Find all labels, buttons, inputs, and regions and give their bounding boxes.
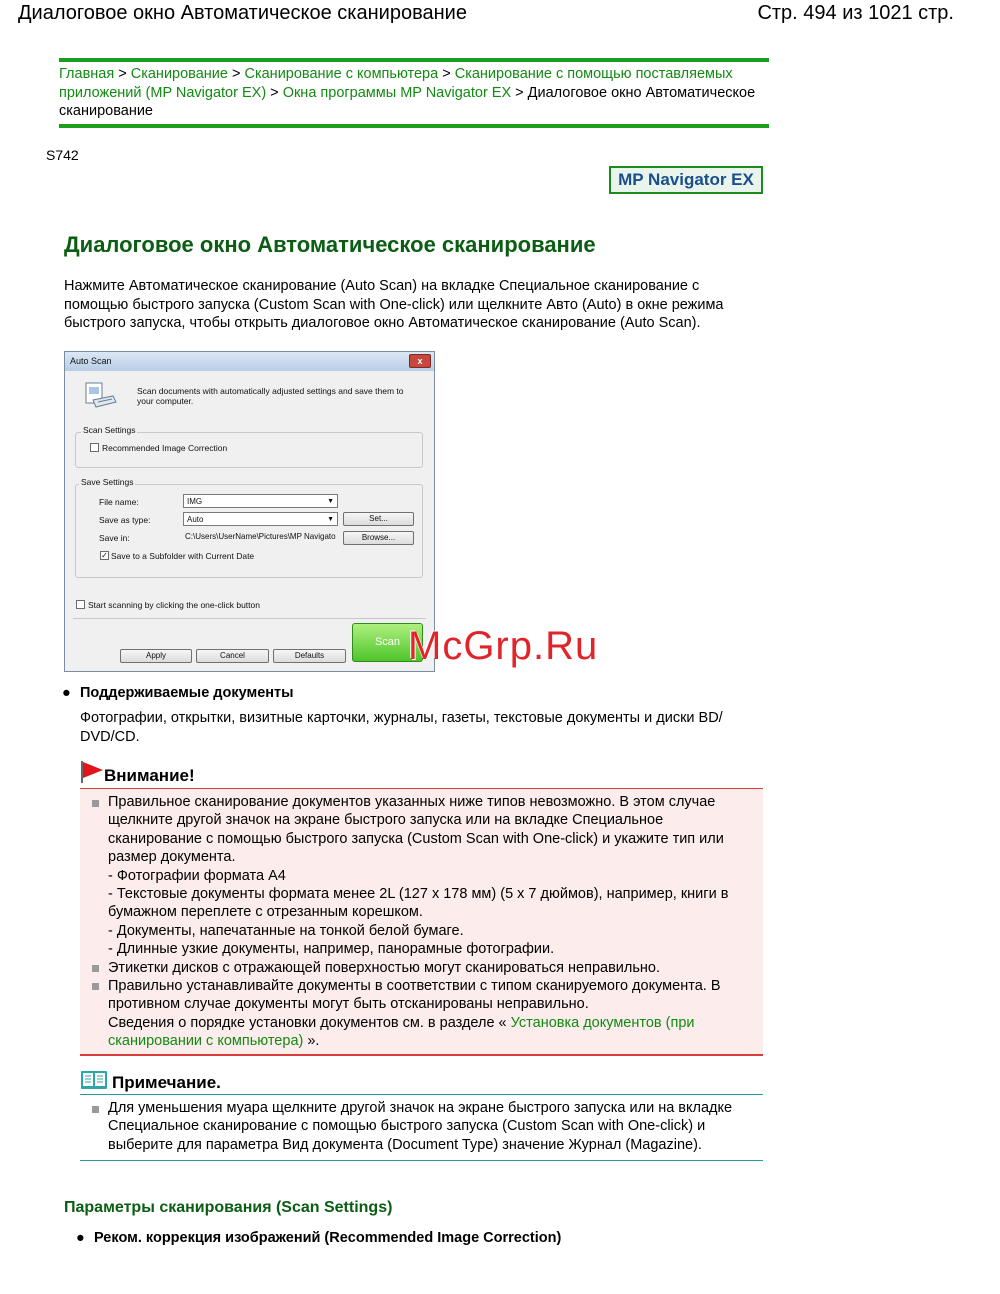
attention-body — [80, 789, 763, 1056]
book-icon — [80, 1070, 108, 1090]
top-divider — [59, 58, 769, 62]
recommended-correction-label: Recommended Image Correction — [102, 443, 228, 453]
breadcrumb-separator: > — [438, 66, 455, 82]
cancel-button[interactable]: Cancel — [196, 649, 269, 663]
set-button[interactable]: Set... — [343, 512, 414, 526]
recommended-correction-checkbox[interactable] — [90, 443, 99, 452]
scanner-document-icon — [83, 382, 117, 410]
product-badge: MP Navigator EX — [609, 166, 763, 194]
dialog-title: Auto Scan — [70, 356, 112, 366]
page-title: Диалоговое окно Автоматическое сканирование — [64, 232, 596, 257]
breadcrumb-link-scanning[interactable]: Сканирование — [130, 66, 228, 82]
attention-item-3: Правильно устанавливайте документы в соответствии с типом сканируемого документа. В противном случае документы могут быть отсканированы неправильно. Сведения о порядке установки документов см. в разделе « Установка документов (при сканировании с компьютера) ». — [108, 978, 721, 1050]
setting-documents-link[interactable]: Установка документов (при — [510, 1014, 695, 1031]
supported-text: Фотографии, открытки, визитные карточки, журналы, газеты, текстовые документы и диски BD/ DVD/CD. — [80, 710, 723, 745]
recommended-correction-heading: Реком. коррекция изображений (Recommended Image Correction) — [94, 1230, 562, 1246]
dialog-description: Scan documents with automatically adjusted settings and save them to your computer. — [137, 386, 404, 406]
breadcrumb-separator: > — [511, 84, 528, 101]
browse-button[interactable]: Browse... — [343, 531, 414, 545]
defaults-button[interactable]: Defaults — [273, 649, 346, 663]
close-icon[interactable]: x — [409, 354, 431, 368]
save-in-label: Save in: — [99, 533, 130, 543]
page-code: S742 — [46, 147, 79, 163]
flag-icon — [80, 760, 104, 784]
document-title: Диалоговое окно Автоматическое сканирование — [18, 2, 467, 24]
breadcrumb — [59, 65, 769, 121]
breadcrumb-link-mp-navigator-windows[interactable]: Окна программы MP Navigator EX — [282, 84, 512, 101]
list-square-icon — [92, 1106, 99, 1113]
apply-button[interactable]: Apply — [120, 649, 192, 663]
breadcrumb-link-bundled-apps[interactable]: Сканирование с помощью поставляемых приложений (MP Navigator EX) — [59, 66, 733, 101]
subfolder-checkbox[interactable]: ✓ — [101, 551, 108, 560]
bullet-dot: ● — [62, 685, 71, 701]
save-in-path: C:\Users\UserName\Pictures\MP Navigato — [185, 532, 336, 541]
list-square-icon — [92, 965, 99, 972]
breadcrumb-link-scan-from-computer[interactable]: Сканирование с компьютера — [244, 66, 439, 82]
breadcrumb-divider — [59, 124, 769, 128]
start-scanning-checkbox[interactable] — [76, 600, 85, 609]
auto-scan-dialog — [64, 351, 435, 672]
watermark: McGrp.Ru — [408, 624, 599, 668]
save-as-type-label: Save as type: — [99, 515, 151, 525]
start-scanning-label: Start scanning by clicking the one-click button — [88, 600, 260, 610]
scan-button[interactable]: Scan — [352, 623, 423, 662]
dialog-titlebar — [65, 352, 434, 371]
breadcrumb-current: Диалоговое окно Автоматическое сканирование — [59, 84, 756, 119]
chevron-down-icon: ▼ — [327, 498, 334, 505]
note-divider — [80, 1160, 763, 1161]
page-info: Стр. 494 из 1021 стр. — [757, 2, 954, 24]
chevron-down-icon: ▼ — [327, 516, 334, 523]
save-settings-label: Save Settings — [81, 477, 134, 487]
breadcrumb-separator: > — [266, 84, 283, 101]
file-name-value: IMG — [187, 497, 203, 506]
dialog-separator — [73, 618, 426, 619]
attention-heading: Внимание! — [104, 766, 195, 785]
breadcrumb-separator: > — [114, 66, 131, 82]
breadcrumb-separator: > — [227, 66, 245, 82]
attention-item-2: Этикетки дисков с отражающей поверхностью могут сканироваться неправильно. — [108, 960, 660, 976]
scan-settings-label: Scan Settings — [83, 425, 136, 435]
note-header — [80, 1068, 763, 1095]
attention-header — [80, 760, 763, 789]
list-square-icon — [92, 800, 99, 807]
list-square-icon — [92, 983, 99, 990]
bullet-dot: ● — [76, 1230, 85, 1246]
breadcrumb-link-home[interactable]: Главная — [59, 66, 115, 82]
setting-documents-link-cont[interactable]: сканировании с компьютера) — [108, 1033, 304, 1050]
save-as-type-value: Auto — [187, 515, 204, 524]
subfolder-label: Save to a Subfolder with Current Date — [111, 551, 255, 561]
intro-paragraph: Нажмите Автоматическое сканирование (Auto Scan) на вкладке Специальное сканирование с помощью быстрого запуска (Custom Scan with One-click) или щелкните Авто (Auto) в окне режима быстрого запуска, чтобы открыть диалоговое окно Автоматическое сканирование (Auto Scan). — [64, 278, 724, 331]
note-item: Для уменьшения муара щелкните другой значок на экране быстрого запуска или на вкладке Специальное сканирование с помощью быстрого запуска (Custom Scan with One-click) и выберите для параметра Вид документа (Document Type) значение Журнал (Magazine). — [108, 1100, 733, 1153]
attention-item-1: Правильное сканирование документов указанных ниже типов невозможно. В этом случае щелкните другой значок на экране быстрого запуска или на вкладке Специальное сканирование с помощью быстрого запуска (Custom Scan with One-click) и укажите тип или размер документа. - Фотографии формата A4 - Текстовые документы формата менее 2L (127 x 178 мм) (5 x 7 дюймов), например, книги в бумажном переплете с отрезанным корешком. - Документы, напечатанные на тонкой белой бумаге. - Длинные узкие документы, например, панорамные фотографии. — [108, 794, 729, 958]
scan-settings-heading: Параметры сканирования (Scan Settings) — [64, 1199, 393, 1216]
supported-heading: Поддерживаемые документы — [80, 685, 294, 701]
file-name-combo[interactable] — [183, 494, 338, 508]
note-heading: Примечание. — [112, 1073, 221, 1092]
file-name-label: File name: — [99, 497, 139, 507]
save-as-type-select[interactable] — [183, 512, 338, 526]
